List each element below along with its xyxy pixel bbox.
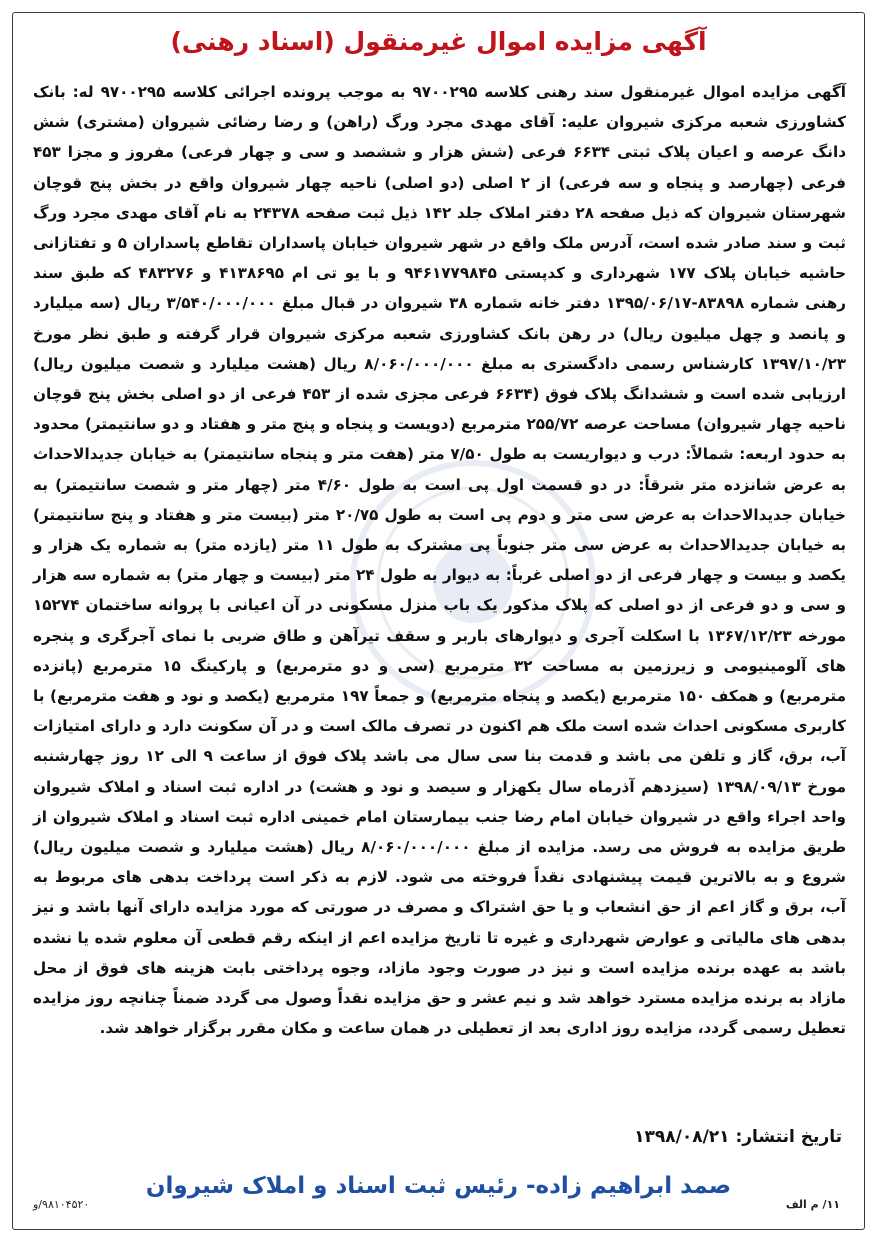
publication-date-value: ۱۳۹۸/۰۸/۲۱ — [634, 1127, 730, 1147]
notice-title: آگهی مزایده اموال غیرمنقول (اسناد رهنی) — [170, 27, 707, 56]
notice-body: آگهی مزایده اموال غیرمنقول سند رهنی کلاسه ۹۷۰۰۲۹۵ به موجب پرونده اجرائی کلاسه ۹۷۰۰۲۹۵ له: بانک کشاورزی شعبه مرکزی شیروان علیه: آقای مهدی مجرد ورگ (راهن) و رضا رضائی شیروان (مشتری) شش دانگ عرصه و اعیان پلاک ثبتی ۶۶۳۴ فرعی (شش هزار و ششصد و سی و چهار فرعی) مفروز و مجزا ۴۵۳ فرعی (چهارصد و پنجاه و سه فرعی) از ۲ اصلی (دو اصلی) ناحیه چهار شیروان واقع در بخش پنج قوچان شهرستان شیروان که ذیل صفحه ۲۸ دفتر املاک جلد ۱۴۲ ذیل ثبت صفحه ۲۴۳۷۸ به نام آقای مهدی مجرد ورگ ثبت و سند صادر شده است، آدرس ملک واقع در شهر شیروان خیابان پاسداران تقاطع پاسداران ۵ و تفتازانی حاشیه خیابان پلاک ۱۷۷ شهرداری و کدپستی ۹۴۶۱۷۷۹۸۴۵ و با یو تی ام ۴۱۳۸۶۹۵ و ۴۸۳۲۷۶ که طبق سند رهنی شماره ۸۳۸۹۸-۱۳۹۵/۰۶/۱۷ دفتر خانه شماره ۳۸ شیروان در قبال مبلغ ۳/۵۴۰/۰۰۰/۰۰۰ ریال (سه میلیارد و پانصد و چهل میلیون ریال) در رهن بانک کشاورزی شعبه مرکزی شیروان قرار گرفته و طبق نظر مورخ ۱۳۹۷/۱۰/۲۳ کارشناس رسمی دادگستری به مبلغ ۸/۰۶۰/۰۰۰/۰۰۰ ریال (هشت میلیارد و شصت میلیون ریال) ارزیابی شده است و ششدانگ پلاک فوق (۶۶۳۴ فرعی مجزی شده از ۴۵۳ فرعی از دو اصلی بخش پنج قوچان ناحیه چهار شیروان) مساحت عرصه ۲۵۵/۷۲ مترمربع (دویست و پنجاه و پنج متر و هفتاد و دو سانتیمتر) محدود به حدود اربعه: شمالاً: درب و دیواریست به طول ۷/۵۰ متر (هفت متر و پنجاه سانتیمتر) به خیابان جدیدالاحداث به عرض شانزده متر شرقاً: در دو قسمت اول پی است به طول ۴/۶۰ متر (چهار متر و شصت سانتیمتر) به خیابان جدیدالاحداث به عرض سی متر و دوم پی است به طول ۲۰/۷۵ متر (بیست متر و هفتاد و پنج سانتیمتر) به خیابان جدیدالاحداث به عرض سی متر جنوباً پی مشترک به طول ۱۱ متر (یازده متر) به شماره یک هزار و یکصد و بیست و چهار فرعی از دو اصلی غرباً: به دیوار به طول ۲۴ متر (بیست و چهار متر) به شماره سه هزار و سی و دو فرعی از دو اصلی که پلاک مذکور یک باب منزل مسکونی در آن اعیانی با پروانه ساختمان ۱۵۲۷۴ مورخه ۱۳۶۷/۱۲/۲۳ با اسکلت آجری و دیوارهای باربر و سقف تیرآهن و طاق ضربی با نمای آجرگری و پنجره های آلومینیومی و زیرزمین به مساحت ۳۲ مترمربع (سی و دو مترمربع) و پارکینگ ۱۵ مترمربع (پانزده مترمربع) و همکف ۱۵۰ مترمربع (یکصد و پنجاه مترمربع) و جمعاً ۱۹۷ مترمربع (یکصد و نود و هفت مترمربع) با کاربری مسکونی احداث شده است ملک هم اکنون در تصرف مالک است و در آن سکونت دارد و دارای امتیازات آب، برق، گاز و تلفن می باشد و قدمت بنا سی سال می باشد پلاک فوق از ساعت ۹ الی ۱۲ روز چهارشنبه مورخ ۱۳۹۸/۰۹/۱۳ (سیزدهم آذرماه سال یکهزار و سیصد و نود و هشت) در اداره ثبت اسناد و املاک شیروان واحد اجراء واقع در شیروان خیابان امام رضا جنب بیمارستان امام خمینی اداره ثبت اسناد و املاک شیروان از طریق مزایده به فروش می رسد. مزایده از مبلغ ۸/۰۶۰/۰۰۰/۰۰۰ ریال (هشت میلیارد و شصت میلیون ریال) شروع و به بالاترین قیمت پیشنهادی نقداً فروخته می شود. لازم به ذکر است پرداخت بدهی های مربوط به آب، برق و گاز اعم از حق انشعاب و یا حق اشتراک و مصرف در صورتی که مورد مزایده دارای آنها باشد و نیز بدهی های مالیاتی و عوارض شهرداری و غیره تا تاریخ مزایده اعم از اینکه رقم قطعی آن معلوم شده یا نشده باشد به عهده برنده مزایده است و نیز در صورت وجود مازاد، وجوه پرداختی بابت هزینه های فوق از محل مازاد به برنده مزایده مسترد خواهد شد و نیم عشر و حق مزایده نقداً وصول می گردد ضمناً چنانچه روز مزایده تعطیل رسمی گردد، مزایده روز اداری بعد از تعطیلی در همان ساعت و مکان مقرر برگزار خواهد شد. — [33, 83, 847, 1038]
notice-code-left: ۹۸۱۰۴۵۲۰/و — [33, 1198, 90, 1211]
publication-date-label: تاریخ انتشار: — [735, 1127, 842, 1147]
publication-date — [634, 1127, 842, 1147]
notice-frame — [12, 12, 865, 1230]
signature-line: صمد ابراهیم زاده- رئیس ثبت اسناد و املاک شیروان — [145, 1173, 732, 1199]
notice-code-right: ۱۱/ م الف — [785, 1198, 840, 1211]
